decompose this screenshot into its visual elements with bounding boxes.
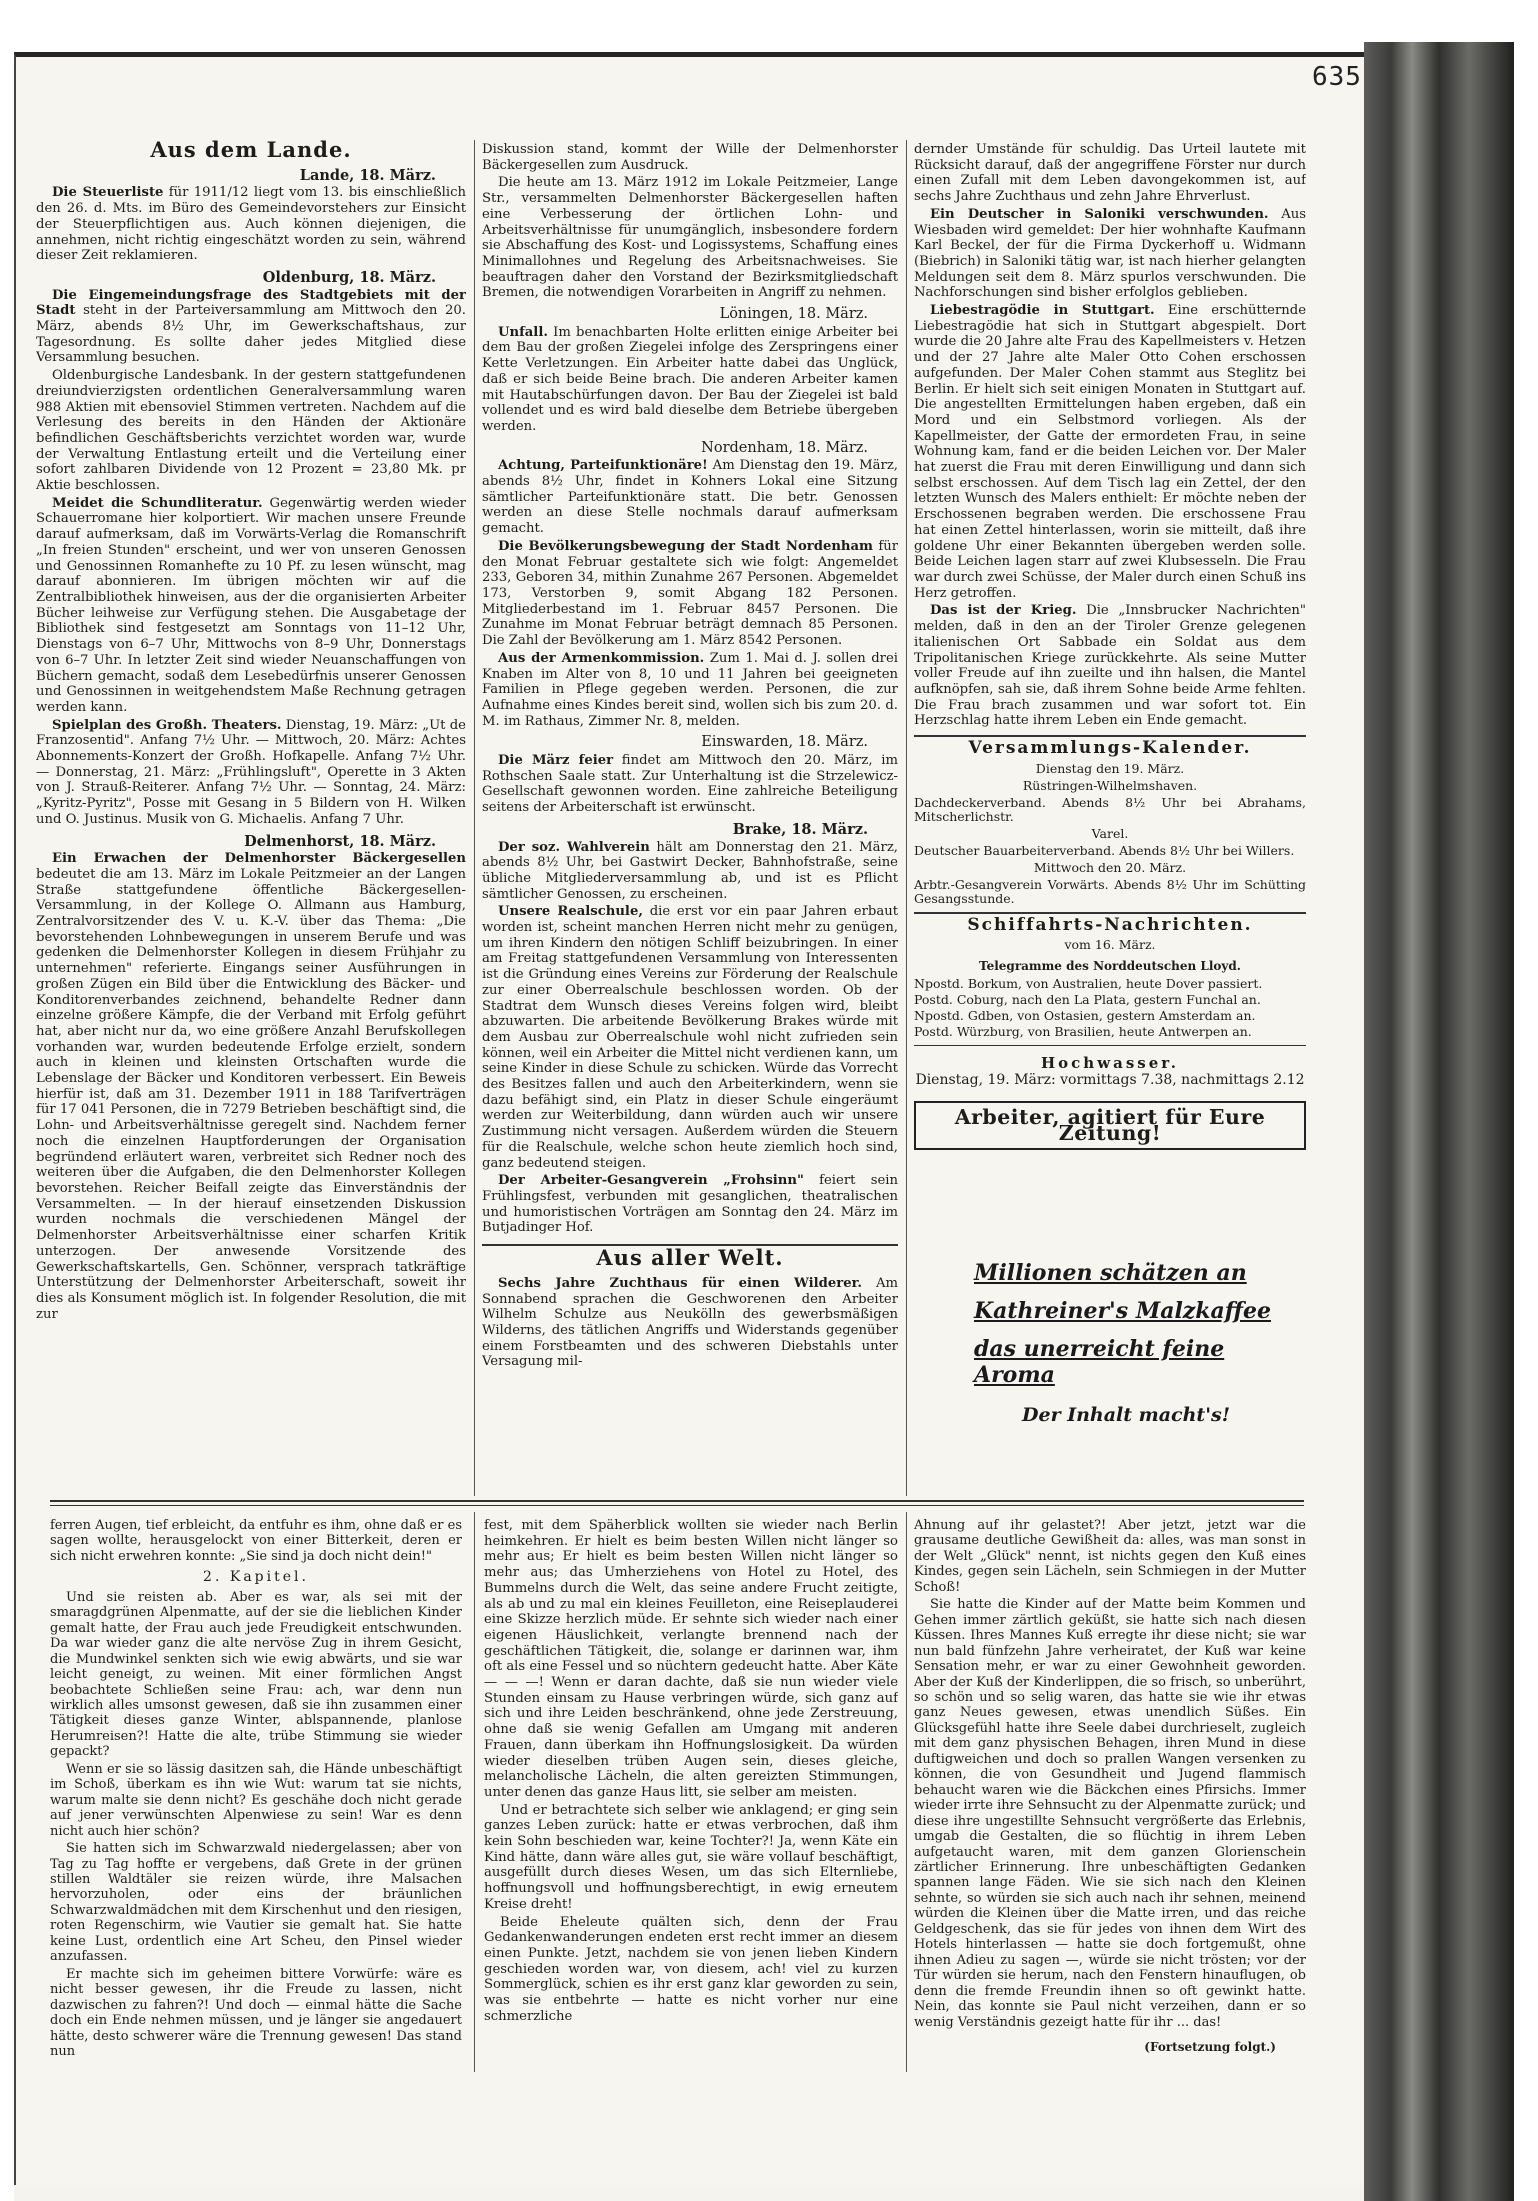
article-paragraph bbox=[914, 142, 1306, 205]
article-lead: Das ist der Krieg. bbox=[930, 603, 1077, 619]
ad-line-3: das unerreicht feine Aroma bbox=[974, 1336, 1225, 1388]
column-aus-dem-lande bbox=[36, 138, 466, 1490]
dateline: Lande, 18. März. bbox=[299, 166, 436, 184]
article-paragraph bbox=[484, 1803, 898, 1913]
article-text: Die heute am 13. März 1912 im Lokale Peitzmeier, Lange Str., versammelten Delmenhorster Bäckergesellen haften eine Verbesserung der örtlichen Lohn- und Arbeitsverhältnisse für unumgänglich, insbesondere fordern sie Abschaffung des Kost- und Logissystems, Schaffung eines Minimallohnes und Regelung des Arbeitsnachweises. Sie beauftragen daher den Vorstand der Bezirksmitgliedschaft Bremen, die notwendigen Vorarbeiten in Angriff zu nehmen. bbox=[482, 175, 898, 301]
column-rule-1 bbox=[474, 140, 475, 1496]
column-right bbox=[914, 142, 1306, 1212]
article-text: Die „Innsbrucker Nachrichten" melden, daß in den an der Tiroler Grenze gelegenen italienischen Ort Sabbade ein Soldat aus dem Tripolitanischen Kriege zurückkehrte. Als seine Mutter voller Freude auf ihn zueilte und ihn halsen, die Mantel aufknöpfen, sah sie, daß ihrem Sohne beide Arme fehlten. Die Frau brach zusammen und war sofort tot. Ein Herzschlag hatte ihrem Leben ein Ende gemacht. bbox=[914, 603, 1306, 729]
article-lead: Achtung, Parteifunktionäre! bbox=[498, 458, 708, 474]
article-text: Im benachbarten Holte erlitten einige Arbeiter bei dem Bau der großen Ziegelei infolge des Zerspringens einer Kette Verletzungen. Ein Arbeiter hatte dabei das Unglück, daß er sich beide Beine brach. Die anderen Arbeiter kamen mit Hautabschürfungen davon. Der Bau der Ziegelei ist bald vollendet und es wird bald dieselbe dem Betriebe übergeben werden. bbox=[482, 324, 898, 434]
article-paragraph bbox=[482, 175, 898, 301]
article-text: für den Monat Februar gestaltete sich wie folgt: Angemeldet 233, Geboren 34, mithin Zunahme 267 Personen. Abgemeldet 173, Verstorben 9, somit Abgang 182 Personen. Mitgliederbestand im 1. Februar 8457 Personen. Die Zunahme im Monat Februar beträgt demnach 85 Personen. Die Zahl der Bevölkerung am 1. März 8542 Personen. bbox=[482, 538, 898, 649]
article-text: Ahnung auf ihr gelastet?! Aber jetzt, jetzt war die grausame deutliche Gewißheit da: alles, was man sonst in der Welt „Glück" nennt, ist nichts gegen den Kuß eines Kindes, gegen sein Lächeln, sein Schmiegen in der Mutter Schoß! bbox=[914, 1518, 1306, 1595]
article-lead: Ein Erwachen der Delmenhorster Bäckergesellen bbox=[52, 851, 466, 867]
article-text: Aus Wiesbaden wird gemeldet: Der hier wohnhafte Kaufmann Karl Beckel, der für die Firma Dyckerhoff u. Widmann (Biebrich) in Saloniki tätig war, ist nach hierher gelangten Meldungen seit dem 8. März spurlos verschwunden. Die Nachforschungen sind bisher erfolglos geblieben. bbox=[914, 206, 1306, 301]
article-lead: Sechs Jahre Zuchthaus für einen Wilderer. bbox=[498, 1275, 862, 1291]
article-text: Sie hatte die Kinder auf der Matte beim Kommen und Gehen immer zärtlich geküßt, sie hatte sich nach diesen Küssen. Ihres Mannes Kuß erregte ihr diese nicht; sie war nun bald fünfzehn Jahre verheiratet, der Kuß war keine Sensation mehr, er war zu einer Gewohnheit geworden. Aber der Kuß der Kinderlippen, die so frisch, so unberührt, so schön und so selig waren, das hatte sie wie ihr etwas ganz Neues gewesen, etwas unendlich Süßes. Ein Glücksgefühl hatte ihre Seele dabei durchrieselt, zugleich mit dem ganz physischen Behagen, ihren Mund in diese duftigweichen und doch so prallen Wangen versenken zu können, die von Gesundheit und Jugend flammisch behaucht waren wie die Bäckchen eines Pfirsichs. Immer wieder irrte ihre Sehnsucht zu der Alpenmatte zurück; und diese ihre ungestillte Sehnsucht vergrößerte das Erlebnis, umgab die Gestalten, die so flüchtig in ihrem Leben aufgetaucht waren, mit dem ganzen Glorienschein zärtlicher Erinnerung. Ihre unbeschäftigten Gedanken spannen lange Fäden. Wie sie sich nach den Kleinen sehnte, so würden sie sich auch nach ihr sehnen, meinend würden die Kleinen über die Matte irren, und das reiche Geldgeschenk, das sie für jedes von ihnen dem Wirt des Hotels hinterlassen — hatte sie doch fortgemußt, ohne ihnen Adieu zu sagen —, würde sie nicht trösten; vor der Tür würden sie herum, nach den Fenstern hinauflugen, ob denn die fremde Freundin ihnen so oft gewinkt hatte. Nein, das konnte sie Paul nicht verzeihen, dann er so wenig Verständnis gezeigt hatte für ihr ... das! bbox=[914, 1597, 1306, 2030]
article-lead: Der Arbeiter-Gesangverein „Frohsinn" bbox=[498, 1173, 804, 1189]
article-paragraph bbox=[36, 368, 466, 494]
shipping-title: Schiffahrts-Nachrichten. bbox=[967, 914, 1253, 935]
article-paragraph bbox=[482, 1173, 898, 1236]
scan-top-margin bbox=[0, 0, 1538, 58]
article-text: steht in der Parteiversammlung am Mittwoch den 20. März, abends 8½ Uhr, im Gewerkschaftshaus, zur Tagesordnung. Es sollte daher jedes Mitglied diese Versammlung besuchen. bbox=[36, 303, 466, 366]
dateline: Löningen, 18. März. bbox=[719, 306, 868, 323]
article-paragraph bbox=[36, 718, 466, 828]
article-paragraph bbox=[484, 1518, 898, 1801]
article-text: für 1911/12 liegt vom 13. bis einschließlich den 26. d. Mts. im Büro des Gemeindevorstehers zur Einsicht der Steuerpflichtigen aus. Auch können diejenigen, die annehmen, nicht richtig eingeschätzt worden zu sein, während dieser Zeit reklamieren. bbox=[36, 185, 466, 264]
article-paragraph bbox=[482, 840, 898, 903]
article-paragraph bbox=[914, 603, 1306, 729]
shipping-line: Postd. Coburg, nach den La Plata, gestern Funchal an. bbox=[914, 991, 1261, 1007]
calendar-place: Varel. bbox=[1091, 826, 1129, 842]
article-paragraph bbox=[50, 1518, 462, 1564]
shipping-line: Npostd. Gdben, von Ostasien, gestern Amsterdam an. bbox=[914, 1007, 1256, 1023]
article-text: Wenn er sie so lässig dasitzen sah, die Hände unbeschäftigt im Schoß, überkam es ihn wie Wut: warum tat sie nichts, warum malte sie denn nicht? Es geschähe doch nicht gerade auf jener verwünschten Alpenwiese zu sein! War es denn nicht auch hier schön? bbox=[50, 1761, 462, 1839]
agitation-slogan: Arbeiter, agitiert für Eure Zeitung! bbox=[914, 1101, 1306, 1150]
section-rule bbox=[914, 912, 1306, 914]
scan-right-margin bbox=[1514, 42, 1538, 2201]
article-lead: Die Steuerliste bbox=[52, 185, 164, 201]
article-paragraph bbox=[482, 539, 898, 649]
section-title: Aus aller Welt. bbox=[596, 1245, 784, 1271]
article-text: Sie hatten sich im Schwarzwald niedergelassen; aber von Tag zu Tag hoffte er vergebens, daß Grete in der grünen stillen Waldtäler sie reizen würde, ihre Malsachen hervorzuholen, oder eins der bräunlichen Schwarzwaldmädchen mit dem Kirschenhut und den riesigen, roten Regenschirm, wie Vautier sie gemalt hat. Sie hatte keine Lust, ordentlich eine Art Scheu, den Pinsel wieder anzufassen. bbox=[50, 1841, 462, 1965]
scan-left-margin bbox=[0, 0, 14, 2201]
section-rule bbox=[914, 1045, 1306, 1046]
shipping-line: Npostd. Borkum, von Australien, heute Dover passiert. bbox=[914, 975, 1263, 991]
article-text: Gegenwärtig werden wieder Schauerromane hier kolportiert. Wir machen unsere Freunde darauf aufmerksam, daß im Vorwärts-Verlag die Romanschrift „In freien Stunden" erscheint, und wer von unseren Genossen und Genossinnen Romanhefte zu 10 Pf. zu lesen wünscht, mag darauf abonnieren. Im übrigen möchten wir auf die Zentralbibliothek hinweisen, aus der die organisierten Arbeiter Bücher leihweise zur Verfügung stehen. Die Ausgabetage der Bibliothek sind festgesetzt am Sonntags von 11–12 Uhr, Dienstags von 6–7 Uhr, Mittwochs von 8–9 Uhr, Donnerstags von 6–7 Uhr. In letzter Zeit sind wieder Neuanschaffungen von Büchern gemacht, sodaß dem Lesebedürfnis unserer Genossen und Genossinnen in weitgehendstem Maße Rechnung getragen werden kann. bbox=[36, 495, 466, 715]
article-text: Am Dienstag den 19. März, abends 8½ Uhr, findet in Kohners Lokal eine Sitzung sämtlicher Parteifunktionäre statt. Die betr. Genossen werden an diese Stelle nochmals darauf aufmerksam gemacht. bbox=[482, 458, 898, 537]
article-paragraph bbox=[914, 1597, 1306, 2030]
article-paragraph bbox=[50, 1590, 462, 1760]
article-text: ferren Augen, tief erbleicht, da entfuhr es ihm, ohne daß er es sagen wollte, herausgelockt von einer Bitterkeit, deren er sich nicht erwehren konnte: „Sie sind ja doch nicht dein!" bbox=[50, 1518, 462, 1564]
section-title: Aus dem Lande. bbox=[150, 138, 352, 162]
feuilleton-rule-bottom bbox=[50, 1505, 1304, 1506]
dateline: Oldenburg, 18. März. bbox=[262, 268, 436, 286]
article-paragraph bbox=[50, 1841, 462, 1965]
article-paragraph bbox=[50, 1967, 462, 2060]
article-paragraph bbox=[914, 207, 1306, 301]
article-text: findet am Mittwoch den 20. März, im Rothschen Saale statt. Zur Unterhaltung ist die Strzelewicz-Gesellschaft gewonnen worden. Eine zahlreiche Beteiligung seitens der Arbeiterschaft ist erwünscht. bbox=[482, 753, 898, 816]
article-text: Am Sonnabend sprachen die Geschworenen den Arbeiter Wilhelm Schulze aus Neukölln des gewerbsmäßigen Wilderns, des tätlichen Angriffs und Widerstands gegenüber einem Forstbeamten und des schweren Diebstahls unter Versagung mil- bbox=[482, 1275, 898, 1370]
chapter-heading: 2. Kapitel. bbox=[203, 1569, 309, 1586]
article-paragraph bbox=[482, 458, 898, 537]
shipping-line: Postd. Würzburg, von Brasilien, heute Antwerpen an. bbox=[914, 1023, 1252, 1039]
feuilleton-column-1 bbox=[50, 1518, 462, 2068]
article-paragraph bbox=[484, 1915, 898, 2025]
feuilleton-rule-2 bbox=[906, 1512, 907, 2072]
calendar-title: Versammlungs-Kalender. bbox=[968, 738, 1252, 759]
article-text: die erst vor ein paar Jahren erbaut worden ist, scheint manchen Herren nicht mehr zu genügen, um ihren Kindern den nötigen Schliff beizubringen. In einer am Freitag stattgefundenen Versammlung von Interessenten ist die Gründung eines Vereins zur Förderung der Realschule zur einer Oberrealschule beschlossen worden. Ob der Stadtrat dem Wunsch dieses Vereins folgen wird, bleibt abzuwarten. Die arbeitende Bevölkerung Brakes würde mit dem Ausbau zur Oberrealschule wohl nicht zufrieden sein können, weil ein Arbeiter die Mittel nicht verdienen kann, um seine Kinder in diese Schule zu schicken. Würde das Vorrecht des Besitzes fallen und auch den Arbeiterkindern, wenn sie dazu befähigt sind, ein Platz in dieser Schule eingeräumt werden zur Weiterbildung, dann würden auch wir unsere Zustimmung nicht versagen. Außerdem würden die Steuern für die Realschule, welche schon heute ziemlich hoch sind, ganz bedeutend steigen. bbox=[482, 904, 898, 1171]
article-lead: Liebestragödie in Stuttgart. bbox=[930, 303, 1155, 319]
hochwasser-title: Hochwasser. bbox=[1040, 1053, 1180, 1072]
article-paragraph bbox=[50, 1762, 462, 1839]
feuilleton-column-2 bbox=[484, 1518, 898, 2068]
article-text: feiert sein Frühlingsfest, verbunden mit gesanglichen, theatralischen und humoristischen Vorträgen am Sonntag den 24. März im Butjadinger Hof. bbox=[482, 1173, 898, 1236]
calendar-entry: Arbtr.-Gesangverein Vorwärts. Abends 8½ Uhr im Schütting Gesangsstunde. bbox=[914, 876, 1306, 906]
column-middle bbox=[482, 142, 898, 1492]
article-text: fest, mit dem Späherblick wollten sie wieder nach Berlin heimkehren. Er hielt es beim besten Willen nicht länger so mehr aus; Er hielt es beim besten Willen nicht länger so mehr aus; das Umherziehens von Hotel zu Hotel, des Bummelns durch die Welt, das seine andere Frucht zeitigte, als ab und zu mal ein kleines Feuilleton, eine Reiseplauderei eine Skizze herzlich müde. Er sehnte sich wieder nach einer eigenen Häuslichkeit, verlangte brennend nach der geschäftlichen Tätigkeit, die, solange er darinnen war, ihm oft als eine Fessel und so nüchtern gedeucht hatte. Aber Käte — — —! Wenn er daran dachte, daß sie nun wieder viele Stunden einsam zu Hause verbringen würde, sich ganz auf sich und ihre Leiden beschränkend, ohne jede Zerstreuung, ohne daß sie wenig Gefallen am Umgang mit anderen Frauen, dann überkam ihn Hoffnungslosigkeit. Da würden wieder dieselben trüben Augen sein, dieses gleiche, melancholische Lächeln, die alten gereizten Stimmungen, unter denen das ganze Haus litt, sie selber am meisten. bbox=[484, 1518, 898, 1800]
article-lead: Meidet die Schundliteratur. bbox=[52, 495, 263, 511]
article-paragraph bbox=[36, 496, 466, 716]
article-text: Und er betrachtete sich selber wie anklagend; er ging sein ganzes Leben zurück: hatte er etwas verbrochen, daß ihm kein Sohn beschieden war, keine Tochter?! Ja, wenn Käte ein Kind hätte, dann wäre alles gut, sie wäre vollauf beschäftigt, ausgefüllt durch dieses Wesen, um das sich Elternliebe, hoffnungsvoll und hoffnungsberechtigt, in ewig erneutem Kreise dreht! bbox=[484, 1802, 898, 1912]
article-paragraph bbox=[36, 288, 466, 367]
dateline: Brake, 18. März. bbox=[732, 820, 868, 838]
page-number: 635 bbox=[1312, 62, 1362, 92]
article-lead: Spielplan des Großh. Theaters. bbox=[52, 717, 282, 733]
feuilleton-rule-1 bbox=[474, 1512, 475, 2072]
article-paragraph bbox=[914, 1518, 1306, 1595]
article-lead: Der soz. Wahlverein bbox=[498, 839, 650, 855]
article-lead: Die Eingemeindungsfrage des Stadtgebiets mit der Stadt bbox=[36, 287, 466, 319]
article-lead: Die März feier bbox=[498, 753, 614, 769]
article-text: Diskussion stand, kommt der Wille der Delmenhorster Bäckergesellen zum Ausdruck. bbox=[482, 142, 898, 173]
calendar-date: Dienstag den 19. März. bbox=[1035, 760, 1185, 776]
calendar-place: Rüstringen-Wilhelmshaven. bbox=[1022, 778, 1198, 794]
shipping-date: vom 16. März. bbox=[1064, 937, 1156, 953]
article-lead: Unfall. bbox=[498, 324, 548, 340]
article-lead: Unsere Realschule, bbox=[498, 904, 643, 920]
article-text: Zum 1. Mai d. J. sollen drei Knaben im Alter von 8, 10 und 11 Jahren bei geeigneten Familien in Pflege gegeben werden. Personen, die zur Aufnahme eines Kindes bereit sind, wollen sich bis zum 20. d. M. im Rathaus, Zimmer Nr. 8, melden. bbox=[482, 650, 898, 729]
feuilleton-rule-top bbox=[50, 1500, 1304, 1502]
hochwasser-line: Dienstag, 19. März: vormittags 7.38, nachmittags 2.12 bbox=[915, 1072, 1305, 1089]
dateline: Delmenhorst, 18. März. bbox=[244, 832, 436, 850]
dateline: Nordenham, 18. März. bbox=[701, 439, 868, 456]
article-text: hält am Donnerstag den 21. März, abends 8½ Uhr, bei Gastwirt Decker, Bahnhofstraße, seine übliche Mitgliederversammlung ab, und ist es Pflicht sämtlicher Genossen, zu erscheinen. bbox=[482, 839, 898, 902]
column-rule-2 bbox=[906, 140, 907, 1496]
article-text: Dienstag, 19. März: „Ut de Franzosentid". Anfang 7½ Uhr. — Mittwoch, 20. März: Achtes Abonnements-Konzert der Großh. Hofkapelle. Anfang 7½ Uhr. — Donnerstag, 21. März: „Frühlingsluft", Operette in 3 Akten von J. Strauß-Reiterer. Anfang 7½ Uhr. — Sonntag, 24. März: „Kyritz-Pyritz", Posse mit Gesang in 5 Bildern von H. Wilken und O. Justinus. Musik von G. Michaelis. Anfang 7 Uhr. bbox=[36, 717, 466, 827]
ad-line-2: Kathreiner's Malzkaffee bbox=[974, 1298, 1271, 1324]
ad-line-4: Der Inhalt macht's! bbox=[1022, 1404, 1231, 1426]
kathreiner-advertisement bbox=[924, 1228, 1284, 1444]
article-paragraph bbox=[482, 651, 898, 730]
calendar-date: Mittwoch den 20. März. bbox=[1033, 859, 1187, 875]
feuilleton-column-3 bbox=[914, 1518, 1306, 2068]
book-binding bbox=[1364, 42, 1514, 2201]
continuation-note: (Fortsetzung folgt.) bbox=[1144, 2039, 1276, 2054]
article-text: Er machte sich im geheimen bittere Vorwürfe: wäre es nicht besser gewesen, ihr die Freude zu lassen, nicht dazwischen zu fahren?! Und doch — einmal hätte die Sache doch ein Ende nehmen müssen, und je länger sie angedauert hätte, desto schwerer wäre die Trennung gewesen! Das stand nun bbox=[50, 1966, 462, 2059]
calendar-entry: Deutscher Bauarbeiterverband. Abends 8½ Uhr bei Willers. bbox=[914, 842, 1295, 858]
ad-line-1: Millionen schätzen an bbox=[974, 1260, 1247, 1286]
article-paragraph bbox=[482, 325, 898, 435]
article-paragraph bbox=[482, 1276, 898, 1370]
article-text: Oldenburgische Landesbank. In der gestern stattgefundenen dreiundvierzigsten ordentlichen Generalversammlung waren 988 Aktien mit ebensoviel Stimmen vertreten. Nachdem auf die Verlesung des bereits in den Händen der Aktionäre befindlichen Geschäftsberichts verzichtet worden war, wurde der Verwaltung Entlastung erteilt und die Verteilung einer sofort zahlbaren Dividende von 12 Prozent = 23,80 Mk. pr Aktie beschlossen. bbox=[36, 368, 466, 494]
article-text: Beide Eheleute quälten sich, denn der Frau Gedankenwanderungen endeten erst recht immer an diesem einen Punkte. Jetzt, nachdem sie von jenen lieben Kindern geschieden worden war, von diesem, ach! viel zu kurzen Sommerglück, schien es ihr erst ganz klar geworden zu sein, was sie entbehrte — hatte es nicht vorher nur eine schmerzliche bbox=[484, 1914, 898, 2024]
article-text: Und sie reisten ab. Aber es war, als sei mit der smaragdgrünen Alpenmatte, auf der sie die lieblichen Kinder gemalt hatte, der Frau auch jede Freudigkeit entschwunden. Da war wieder ganz die alte nervöse Zug in ihrem Gesicht, die Mundwinkel senkten sich wie ewig abwärts, und sie war leicht geneigt, zu weinen. Mit einer förmlichen Angst beobachtete Schließen seine Frau: ach, war denn nun wirklich alles umsonst gewesen, daß sie ihn zusammen einer Tätigkeit dieses ganze Winter, ablspannende, planlose Herumreisen?! Hatte die alte, trübe Stimmung sie wieder gepackt? bbox=[50, 1589, 462, 1760]
article-paragraph bbox=[482, 142, 898, 173]
article-paragraph bbox=[36, 185, 466, 264]
article-text: dernder Umstände für schuldig. Das Urteil lautete mit Rücksicht darauf, daß der angegriffene Förster nur durch einen Zufall mit dem Leben davongekommen ist, auf sechs Jahre Zuchthaus und zehn Jahre Ehrverlust. bbox=[914, 142, 1306, 205]
article-paragraph bbox=[482, 904, 898, 1171]
article-paragraph bbox=[914, 303, 1306, 601]
article-text: Eine erschütternde Liebestragödie hat sich in Stuttgart abgespielt. Dort wurde die 20 Jahre alte Frau des Kapellmeisters v. Hetzen und der 27 Jahre alte Maler Otto Cohen erschossen aufgefunden. Der Maler Cohen stammt aus Steglitz bei Berlin. Er hielt sich seit einigen Monaten in Stuttgart auf. Die angestellten Ermittelungen haben ergeben, daß ein Mord und ein Selbstmord vorliegen. Als der Kapellmeister, der Gatte der ermordeten Frau, in seine Wohnung kam, fand er die beiden Leichen vor. Der Maler hat zuerst die Frau mit deren Einwilligung und dann sich selbst erschossen. Auf dem Tisch lag ein Zettel, der den letzten Wunsch des Malers enthielt: Er möchte neben der Erschossenen begraben werden. Die erschossene Frau hat einen Zettel hinterlassen, worin sie mitteilt, daß ihre goldene Uhr einer Bekannten übergeben werden solle. Beide Leichen lagen starr auf zwei Klubsesseln. Die Frau war durch zwei Schüsse, der Maler durch einen Schuß ins Herz getroffen. bbox=[914, 303, 1306, 601]
shipping-telegram: Telegramme des Norddeutschen Lloyd. bbox=[979, 958, 1241, 973]
calendar-entry: Dachdeckerverband. Abends 8½ Uhr bei Abrahams, Mitscherlichstr. bbox=[914, 795, 1306, 825]
dateline: Einswarden, 18. März. bbox=[701, 734, 868, 751]
article-lead: Aus der Armenkommission. bbox=[498, 650, 705, 666]
section-rule bbox=[914, 735, 1306, 737]
article-paragraph bbox=[482, 753, 898, 816]
article-lead: Die Bevölkerungsbewegung der Stadt Nordenham bbox=[498, 538, 874, 554]
article-paragraph bbox=[36, 851, 466, 1322]
article-text: bedeutet die am 13. März im Lokale Peitzmeier an der Langen Straße stattgefundene öffentliche Bäckergesellen-Versammlung, in der Kollege O. Allmann aus Hamburg, Zentralvorsitzender des V. u. K.-V. über das Thema: „Die bevorstehenden Lohnbewegungen in unserem Berufe und was gedenken die Delmenhorster Kollegen in diesem Frühjahr zu unternehmen" referierte. Eingangs seiner Ausführungen in großen Zügen ein Bild über die Entwicklung des Bäcker- und Konditorenverbandes zeichnend, behandelte Redner dann einzelne größere Kämpfe, die der Verband mit Erfolg geführt hat, aber nicht nur da, wo eine größere Anzahl Berufskollegen vorhanden war, wurden bedeutende Erfolge erzielt, sondern auch in kleinen und kleinsten Ortschaften wurde die Lebenslage der Bäcker und Konditoren verbessert. Ein Beweis hierfür ist, daß am 31. Dezember 1911 in 188 Tarifverträgen für 17 041 Personen, die in 7279 Betrieben beschäftigt sind, die Lohn- und Arbeitsverhältnisse geregelt sind. Nachdem ferner noch die einzelnen Hauptforderungen der Organisation begründend erläutert waren, verbreitet sich Redner noch des weiteren über die Aufgaben, die den Delmenhorster Kollegen bevorstehen. Reicher Beifall zeigte das Einverständnis der Versammelten. — In der hierauf einsetzenden Diskussion wurden nochmals die verschiedenen Mängel der Delmenhorster Arbeitsverhältnisse einer scharfen Kritik unterzogen. Der anwesende Vorsitzende des Gewerkschaftskartells, Gen. Schönner, versprach tatkräftige Unterstützung der Delmenhorster Arbeiterschaft, soweit ihr dies als Konsument möglich ist. In folgender Resolution, die mit zur bbox=[36, 866, 466, 1322]
article-lead: Ein Deutscher in Saloniki verschwunden. bbox=[930, 206, 1269, 222]
